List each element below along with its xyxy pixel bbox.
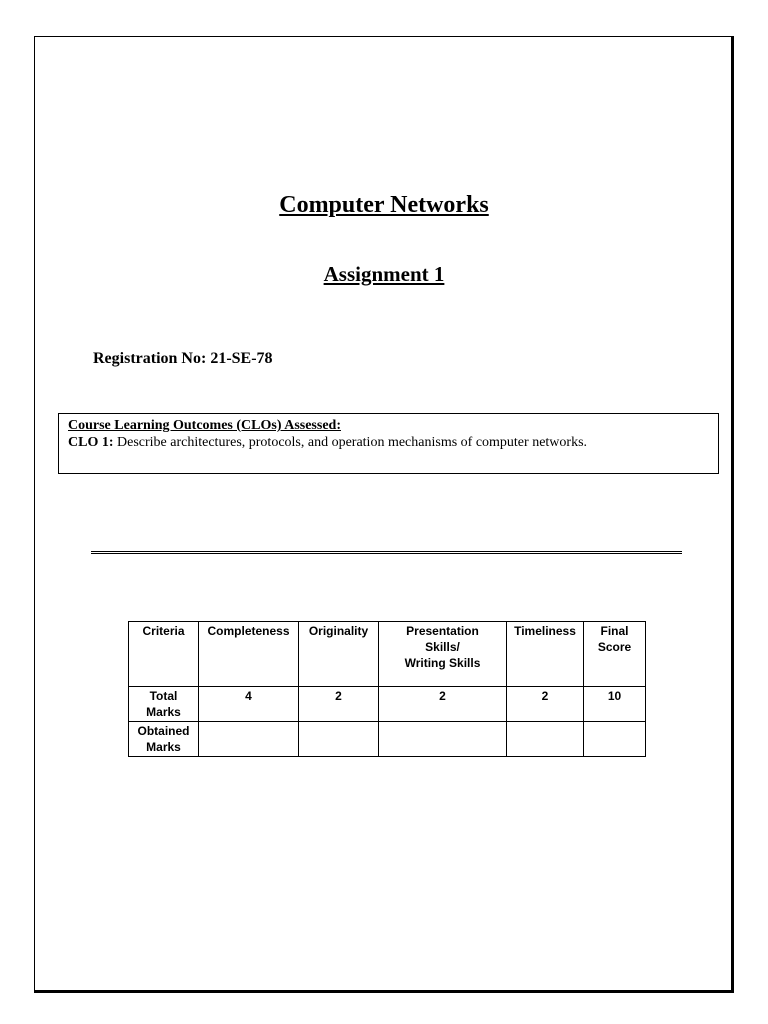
header-criteria: Criteria <box>129 622 199 687</box>
clo-heading: Course Learning Outcomes (CLOs) Assessed: <box>68 418 341 433</box>
header-final-score: Final Score <box>584 622 646 687</box>
marks-table <box>128 621 646 757</box>
total-presentation: 2 <box>379 687 507 722</box>
obtained-marks-label: Obtained Marks <box>129 722 199 757</box>
total-originality: 2 <box>299 687 379 722</box>
clo-line <box>68 434 709 451</box>
obtained-timeliness <box>507 722 584 757</box>
total-completeness: 4 <box>199 687 299 722</box>
document-title: Computer Networks <box>279 192 489 218</box>
header-presentation: Presentation Skills/ Writing Skills <box>379 622 507 687</box>
double-divider <box>91 551 682 554</box>
total-timeliness: 2 <box>507 687 584 722</box>
table-row <box>129 722 646 757</box>
obtained-completeness <box>199 722 299 757</box>
registration-number: Registration No: 21-SE-78 <box>93 350 273 367</box>
table-row <box>129 687 646 722</box>
assignment-title: Assignment 1 <box>323 262 445 286</box>
header-timeliness: Timeliness <box>507 622 584 687</box>
clo-box <box>58 413 719 474</box>
total-marks-label: Total Marks <box>129 687 199 722</box>
obtained-final-score <box>584 722 646 757</box>
obtained-originality <box>299 722 379 757</box>
header-originality: Originality <box>299 622 379 687</box>
clo-label: CLO 1: <box>68 435 114 450</box>
page-border <box>34 36 734 993</box>
total-final-score: 10 <box>584 687 646 722</box>
obtained-presentation <box>379 722 507 757</box>
table-header-row <box>129 622 646 687</box>
header-completeness: Completeness <box>199 622 299 687</box>
clo-description: Describe architectures, protocols, and operation mechanisms of computer networks. <box>113 435 588 450</box>
